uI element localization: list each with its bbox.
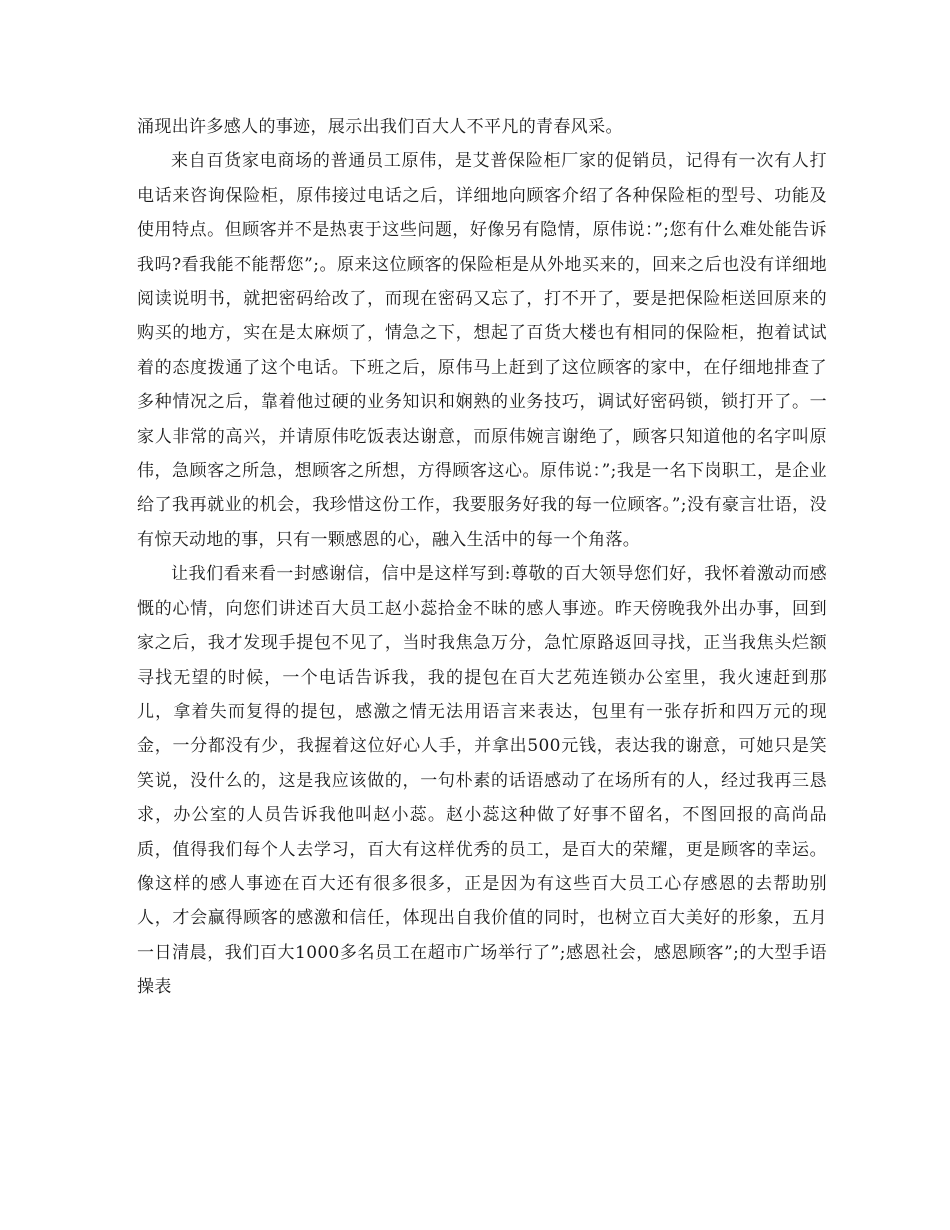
paragraph-thank-you-letter: 让我们看来看一封感谢信，信中是这样写到:尊敬的百大领导您们好，我怀着激动而感慨的心情，向您们讲述百大员工赵小蕊拾金不昧的感人事迹。昨天傍晚我外出办事，回到家之后，我才发现手提包不见了，当时我焦急万分，急忙原路返回寻找，正当我焦头烂额寻找无望的时候，一个电话告诉我，我的提包在百大艺苑连锁办公室里，我火速赶到那儿，拿着失而复得的提包，感激之情无法用语言来表达，包里有一张存折和四万元的现金，一分都没有少，我握着这位好心人手，并拿出500元钱，表达我的谢意，可她只是笑笑说，没什么的，这是我应该做的，一句朴素的话语感动了在场所有的人，经过我再三恳求，办公室的人员告诉我他叫赵小蕊。赵小蕊这种做了好事不留名，不图回报的高尚品质，值得我们每个人去学习，百大有这样优秀的员工，是百大的荣耀，更是顾客的幸运。像这样的感人事迹在百大还有很多很多，正是因为有这些百大员工心存感恩的去帮助别人，才会赢得顾客的感激和信任，体现出自我价值的同时，也树立百大美好的形象，五月一日清晨，我们百大1000多名员工在超市广场举行了”;感恩社会，感恩顾客”;的大型手语操表 [137,564,827,998]
paragraph-continuation: 涌现出许多感人的事迹，展示出我们百大人不平凡的青春风采。 [137,117,623,137]
document-body [137,110,827,1005]
paragraph-yuanwei-story: 来自百货家电商场的普通员工原伟，是艾普保险柜厂家的促销员，记得有一次有人打电话来咨询保险柜，原伟接过电话之后，详细地向顾客介绍了各种保险柜的型号、功能及使用特点。但顾客并不是热衷于这些问题，好像另有隐情，原伟说：”;您有什么难处能告诉我吗?看我能不能帮您”;。原来这位顾客的保险柜是从外地买来的，回来之后也没有详细地阅读说明书，就把密码给改了，而现在密码又忘了，打不开了，要是把保险柜送回原来的购买的地方，实在是太麻烦了，情急之下，想起了百货大楼也有相同的保险柜，抱着试试着的态度拨通了这个电话。下班之后，原伟马上赶到了这位顾客的家中，在仔细地排查了多种情况之后，靠着他过硬的业务知识和娴熟的业务技巧，调试好密码锁，锁打开了。一家人非常的高兴，并请原伟吃饭表达谢意，而原伟婉言谢绝了，顾客只知道他的名字叫原伟，急顾客之所急，想顾客之所想，方得顾客这心。原伟说：”;我是一名下岗职工，是企业给了我再就业的机会，我珍惜这份工作，我要服务好我的每一位顾客。”;没有豪言壮语，没有惊天动地的事，只有一颗感恩的心，融入生活中的每一个角落。 [137,151,827,550]
